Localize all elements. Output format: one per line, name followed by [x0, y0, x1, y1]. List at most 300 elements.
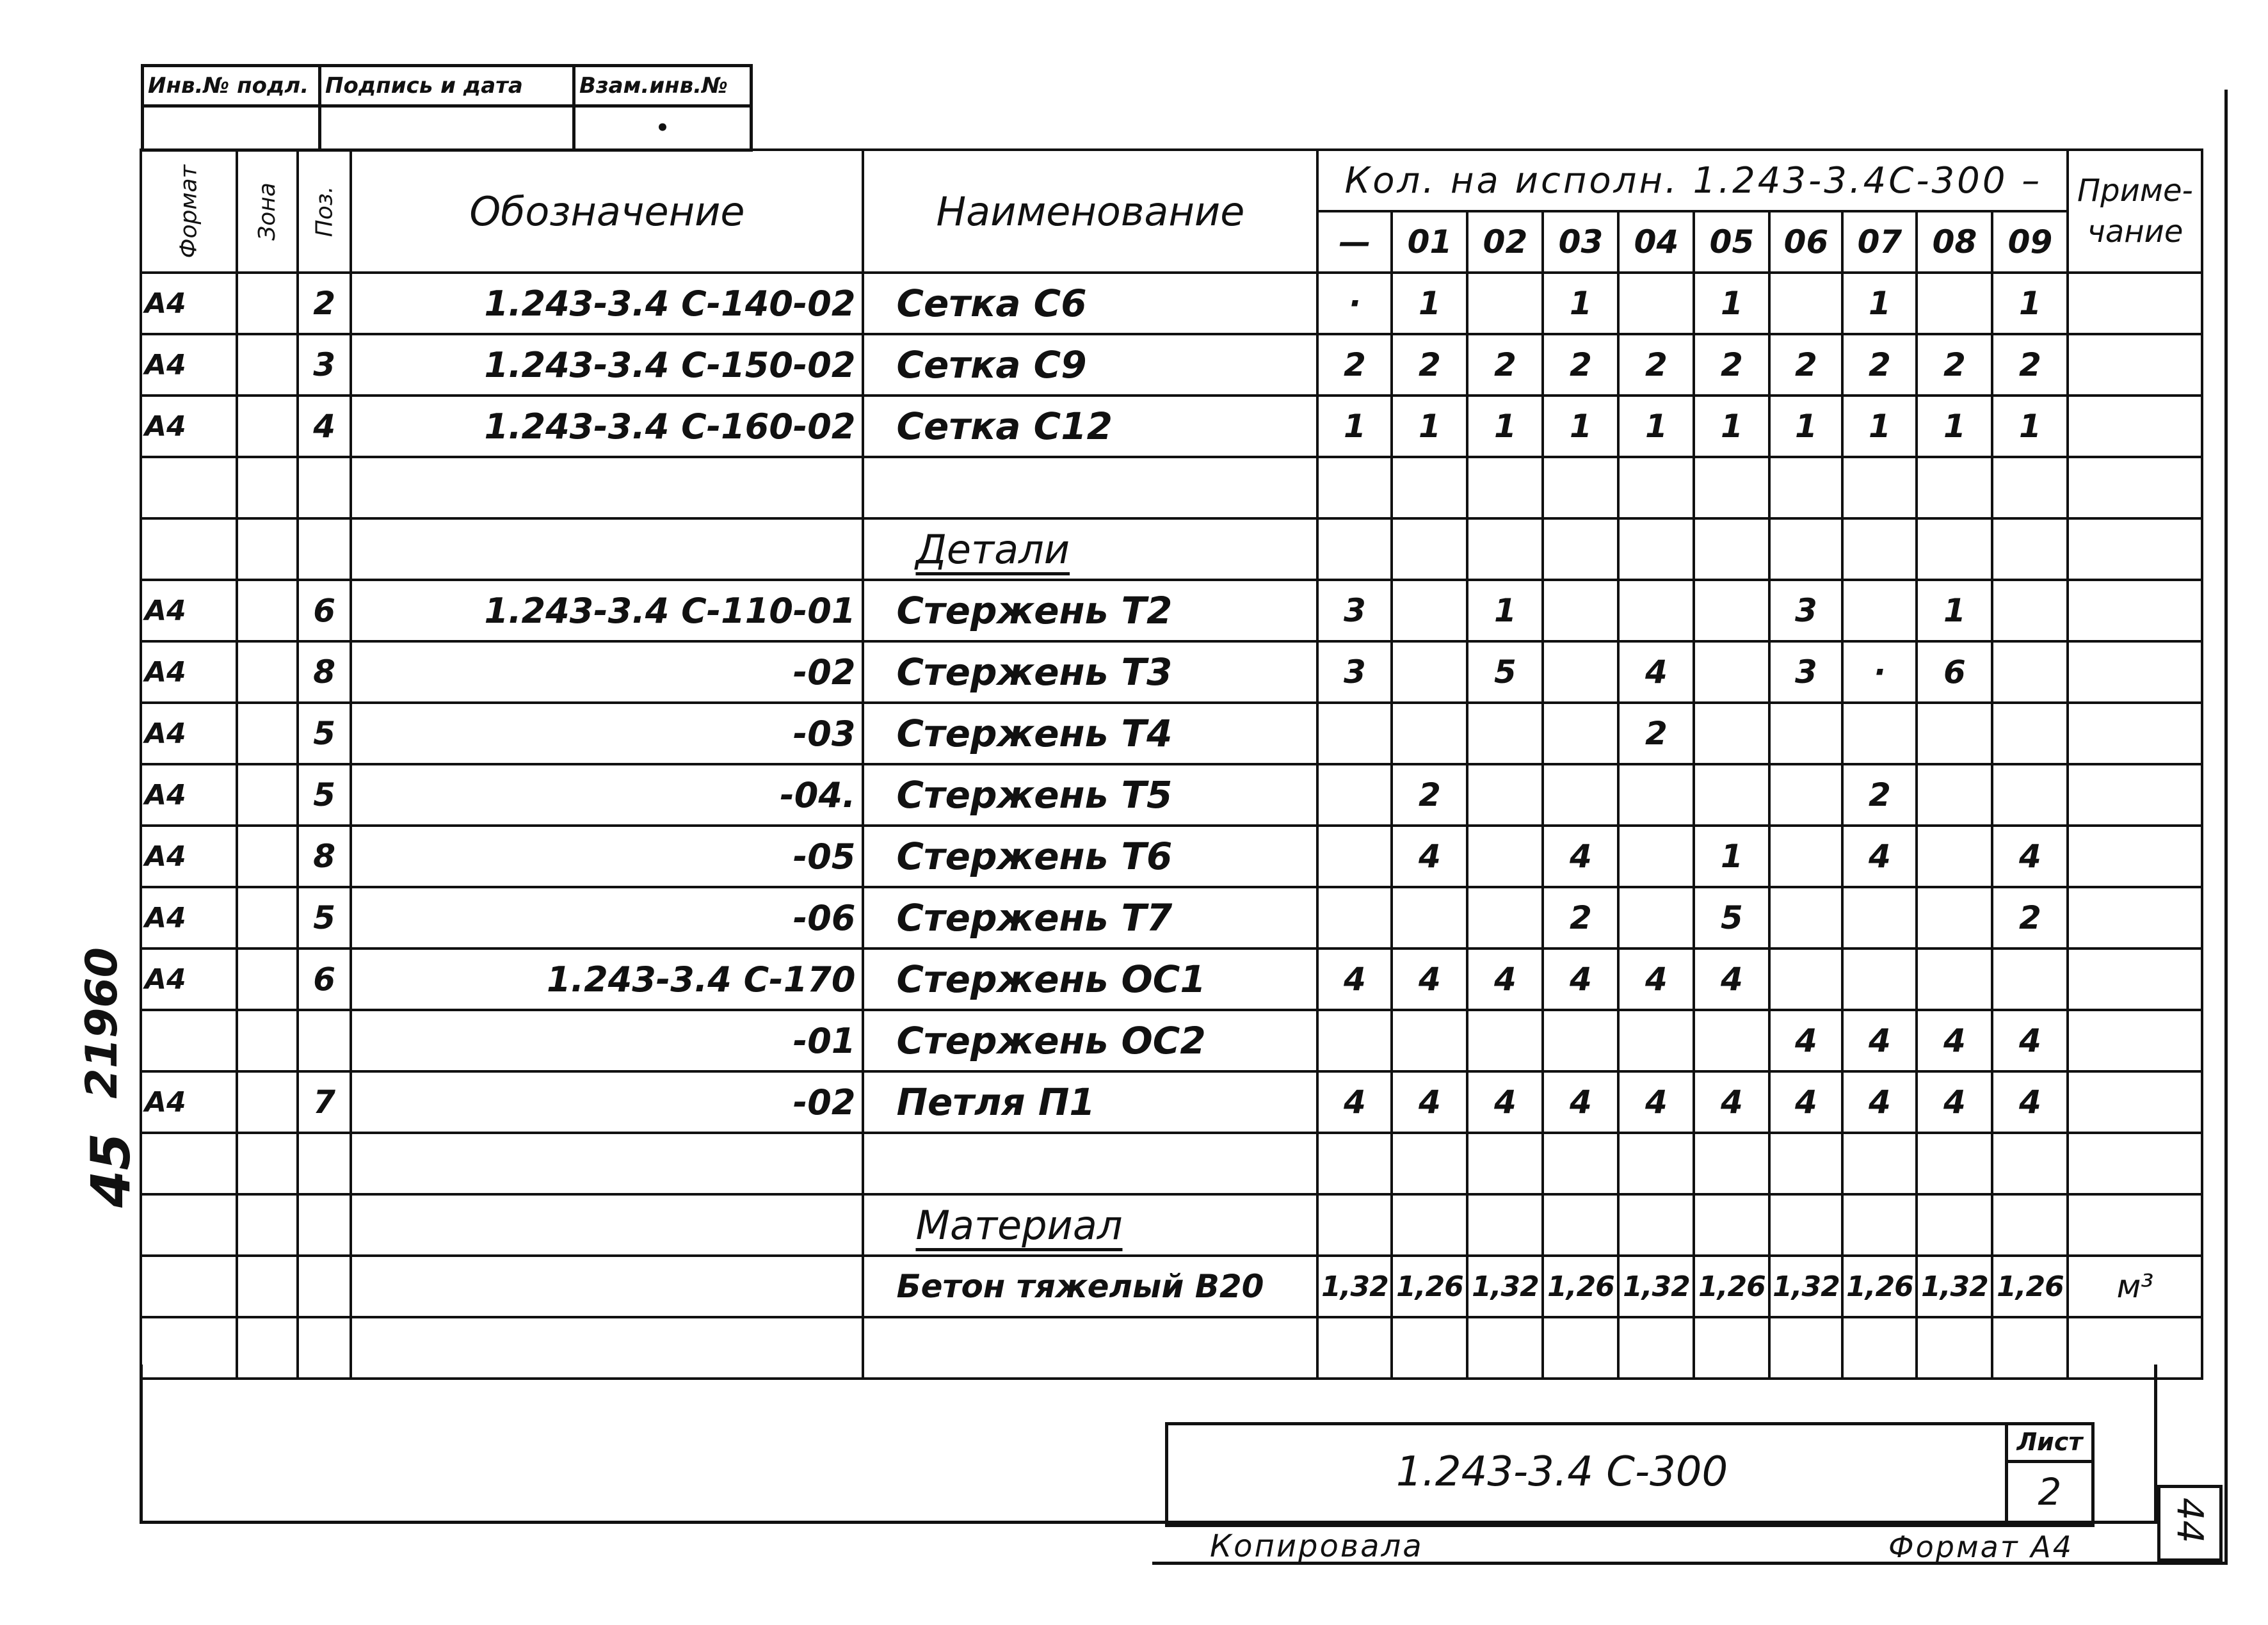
cell-qty-0: 4: [1317, 1071, 1392, 1133]
cell-qty-9: 4: [1992, 1071, 2068, 1133]
cell-qty-4: [1618, 518, 1694, 580]
stamp-sign-header: Подпись и дата: [320, 66, 574, 106]
cell-qty-9: [1992, 949, 2068, 1010]
cell-qty-7: [1842, 1194, 1917, 1256]
specification-table: [140, 148, 2203, 1380]
cell-name: Стержень Т4: [863, 703, 1317, 764]
cell-qty-6: [1769, 764, 1842, 826]
cell-qty-1: [1392, 1133, 1467, 1194]
cell-qty-7: 1: [1842, 396, 1917, 457]
cell-designation: -03: [351, 703, 863, 764]
side-page-box: [2157, 1485, 2223, 1562]
cell-qty-1: [1392, 703, 1467, 764]
format-label: Формат А4: [1888, 1530, 2073, 1564]
cell-note: [2068, 396, 2202, 457]
cell-qty-2: 1,32: [1467, 1256, 1543, 1317]
cell-qty-7: 1,26: [1842, 1256, 1917, 1317]
cell-note: [2068, 457, 2202, 518]
cell-qty-9: 2: [1992, 887, 2068, 949]
stamp-inv-header: Инв.№ подл.: [143, 66, 320, 106]
cell-qty-8: 6: [1917, 641, 1992, 703]
cell-qty-8: 1,32: [1917, 1256, 1992, 1317]
cell-zone: [237, 580, 298, 641]
table-row: [141, 703, 2202, 764]
cell-qty-9: [1992, 764, 2068, 826]
cell-qty-0: 1: [1317, 396, 1392, 457]
cell-note: [2068, 1133, 2202, 1194]
cell-qty-5: 1,26: [1694, 1256, 1769, 1317]
cell-qty-1: 1: [1392, 396, 1467, 457]
stamp-replace-value: •: [574, 106, 752, 150]
cell-zone: [237, 518, 298, 580]
cell-qty-2: [1467, 887, 1543, 949]
cell-qty-9: [1992, 1133, 2068, 1194]
header-variant-1: 01: [1392, 211, 1467, 273]
cell-designation: 1.243-3.4 С-170: [351, 949, 863, 1010]
cell-qty-8: [1917, 457, 1992, 518]
cell-format: А4: [141, 764, 237, 826]
header-zone: Зона: [237, 150, 298, 273]
cell-note: [2068, 518, 2202, 580]
cell-qty-9: [1992, 641, 2068, 703]
cell-pos: 5: [298, 764, 351, 826]
cell-pos: [298, 1256, 351, 1317]
cell-qty-8: 2: [1917, 334, 1992, 396]
cell-qty-6: [1769, 887, 1842, 949]
cell-qty-9: 4: [1992, 826, 2068, 887]
cell-qty-4: [1618, 764, 1694, 826]
cell-qty-1: 2: [1392, 764, 1467, 826]
table-row: [141, 457, 2202, 518]
inventory-number: 21960: [77, 947, 127, 1099]
cell-qty-2: [1467, 457, 1543, 518]
cell-designation: [351, 518, 863, 580]
cell-designation: -05: [351, 826, 863, 887]
stamp-inv-value: [143, 106, 320, 150]
cell-qty-8: [1917, 826, 1992, 887]
cell-format: А4: [141, 273, 237, 334]
cell-qty-2: [1467, 1133, 1543, 1194]
cell-qty-3: [1543, 703, 1618, 764]
header-variant-6: 06: [1769, 211, 1842, 273]
left-margin: [70, 947, 141, 1216]
cell-pos: 2: [298, 273, 351, 334]
cell-qty-5: 1: [1694, 273, 1769, 334]
header-variant-8: 08: [1917, 211, 1992, 273]
cell-qty-7: [1842, 949, 1917, 1010]
cell-designation: 1.243-3.4 С-160-02: [351, 396, 863, 457]
cell-name: Бетон тяжелый В20: [863, 1256, 1317, 1317]
cell-format: [141, 1010, 237, 1071]
header-variant-5: 05: [1694, 211, 1769, 273]
cell-designation: [351, 457, 863, 518]
cell-qty-1: [1392, 887, 1467, 949]
cell-qty-6: [1769, 703, 1842, 764]
cell-qty-0: [1317, 826, 1392, 887]
cell-pos: [298, 457, 351, 518]
cell-format: А4: [141, 887, 237, 949]
stamp-sign-value: [320, 106, 574, 150]
cell-qty-1: [1392, 1010, 1467, 1071]
cell-qty-0: [1317, 764, 1392, 826]
cell-format: А4: [141, 334, 237, 396]
cell-qty-3: 1: [1543, 396, 1618, 457]
cell-qty-5: [1694, 1133, 1769, 1194]
cell-qty-4: 4: [1618, 949, 1694, 1010]
cell-zone: [237, 396, 298, 457]
cell-qty-9: 1,26: [1992, 1256, 2068, 1317]
cell-qty-6: 4: [1769, 1071, 1842, 1133]
cell-zone: [237, 1194, 298, 1256]
cell-qty-2: [1467, 764, 1543, 826]
table-row: [141, 887, 2202, 949]
margin-page-number: 45: [79, 1133, 142, 1208]
cell-qty-7: [1842, 457, 1917, 518]
cell-qty-5: 4: [1694, 949, 1769, 1010]
cell-pos: 6: [298, 580, 351, 641]
cell-qty-8: [1917, 949, 1992, 1010]
cell-format: А4: [141, 396, 237, 457]
header-designation: Обозначение: [351, 150, 863, 273]
cell-qty-1: 1,26: [1392, 1256, 1467, 1317]
cell-qty-3: 1,26: [1543, 1256, 1618, 1317]
cell-designation: -06: [351, 887, 863, 949]
cell-note: [2068, 1071, 2202, 1133]
cell-designation: [351, 1194, 863, 1256]
cell-qty-2: [1467, 1194, 1543, 1256]
cell-pos: [298, 518, 351, 580]
cell-qty-6: 3: [1769, 580, 1842, 641]
cell-pos: [298, 1010, 351, 1071]
cell-qty-6: [1769, 949, 1842, 1010]
cell-qty-2: 5: [1467, 641, 1543, 703]
bottom-rule: [1152, 1562, 2228, 1565]
cell-qty-8: 1: [1917, 396, 1992, 457]
cell-qty-6: [1769, 1194, 1842, 1256]
cell-qty-5: [1694, 457, 1769, 518]
cell-qty-9: 4: [1992, 1010, 2068, 1071]
cell-designation: -01: [351, 1010, 863, 1071]
cell-qty-6: 1,32: [1769, 1256, 1842, 1317]
cell-note: [2068, 580, 2202, 641]
cell-zone: [237, 887, 298, 949]
cell-pos: 8: [298, 826, 351, 887]
sheet-number: 2: [2038, 1470, 2062, 1514]
cell-qty-1: [1392, 518, 1467, 580]
table-row: [141, 949, 2202, 1010]
cell-qty-5: [1694, 518, 1769, 580]
cell-qty-3: [1543, 457, 1618, 518]
cell-pos: [298, 1133, 351, 1194]
cell-qty-5: [1694, 764, 1769, 826]
cell-qty-7: 1: [1842, 273, 1917, 334]
cell-qty-2: [1467, 826, 1543, 887]
cell-zone: [237, 1010, 298, 1071]
cell-qty-3: 2: [1543, 334, 1618, 396]
cell-qty-0: 1,32: [1317, 1256, 1392, 1317]
cell-qty-0: [1317, 703, 1392, 764]
cell-note: [2068, 1010, 2202, 1071]
cell-name: Материал: [863, 1194, 1317, 1256]
cell-qty-0: [1317, 1194, 1392, 1256]
cell-qty-6: 1: [1769, 396, 1842, 457]
cell-note: [2068, 273, 2202, 334]
cell-qty-4: 4: [1618, 641, 1694, 703]
cell-qty-7: 4: [1842, 826, 1917, 887]
cell-name: [863, 457, 1317, 518]
cell-qty-3: 4: [1543, 949, 1618, 1010]
table-row: [141, 641, 2202, 703]
cell-designation: 1.243-3.4 С-150-02: [351, 334, 863, 396]
cell-qty-3: [1543, 764, 1618, 826]
cell-qty-6: [1769, 826, 1842, 887]
cell-qty-3: [1543, 1133, 1618, 1194]
header-qty-title: Кол. на исполн. 1.243-3.4С-300 –: [1317, 150, 2068, 211]
cell-format: [141, 1133, 237, 1194]
cell-name: Стержень ОС1: [863, 949, 1317, 1010]
cell-qty-9: 2: [1992, 334, 2068, 396]
cell-zone: [237, 1071, 298, 1133]
cell-qty-6: [1769, 518, 1842, 580]
header-variant-4: 04: [1618, 211, 1694, 273]
cell-note: [2068, 826, 2202, 887]
table-row: [141, 1133, 2202, 1194]
cell-qty-7: [1842, 1133, 1917, 1194]
cell-qty-4: 2: [1618, 703, 1694, 764]
cell-format: [141, 1256, 237, 1317]
cell-qty-4: [1618, 457, 1694, 518]
cell-name: Стержень Т6: [863, 826, 1317, 887]
cell-qty-5: [1694, 1194, 1769, 1256]
cell-qty-1: [1392, 641, 1467, 703]
header-variant-0: —: [1317, 211, 1392, 273]
cell-designation: [351, 1133, 863, 1194]
cell-qty-2: 4: [1467, 1071, 1543, 1133]
cell-qty-1: 4: [1392, 949, 1467, 1010]
header-name: Наименование: [863, 150, 1317, 273]
cell-qty-4: [1618, 1010, 1694, 1071]
header-format: Формат: [141, 150, 237, 273]
cell-qty-3: 2: [1543, 887, 1618, 949]
header-variant-9: 09: [1992, 211, 2068, 273]
cell-pos: 6: [298, 949, 351, 1010]
cell-note: [2068, 887, 2202, 949]
cell-format: А4: [141, 1071, 237, 1133]
cell-format: А4: [141, 641, 237, 703]
cell-qty-2: 4: [1467, 949, 1543, 1010]
cell-qty-7: [1842, 703, 1917, 764]
stamp-replace-header: Взам.инв.№: [574, 66, 752, 106]
cell-qty-8: 4: [1917, 1071, 1992, 1133]
cell-qty-3: 4: [1543, 826, 1618, 887]
cell-qty-7: 4: [1842, 1010, 1917, 1071]
cell-qty-9: [1992, 518, 2068, 580]
cell-qty-0: ·: [1317, 273, 1392, 334]
cell-qty-9: [1992, 1194, 2068, 1256]
cell-qty-7: 4: [1842, 1071, 1917, 1133]
cell-qty-5: 1: [1694, 826, 1769, 887]
cell-qty-7: 2: [1842, 764, 1917, 826]
cell-qty-5: 1: [1694, 396, 1769, 457]
cell-qty-6: [1769, 1133, 1842, 1194]
cell-qty-9: 1: [1992, 396, 2068, 457]
copied-by-label: Копировала: [1210, 1528, 1424, 1564]
table-row: [141, 826, 2202, 887]
cell-format: А4: [141, 703, 237, 764]
cell-format: [141, 1194, 237, 1256]
cell-note: [2068, 703, 2202, 764]
cell-qty-4: [1618, 580, 1694, 641]
cell-qty-3: 4: [1543, 1071, 1618, 1133]
cell-qty-8: [1917, 1194, 1992, 1256]
header-pos: Поз.: [298, 150, 351, 273]
cell-pos: 7: [298, 1071, 351, 1133]
cell-designation: -02: [351, 1071, 863, 1133]
cell-qty-3: [1543, 1194, 1618, 1256]
cell-pos: [298, 1194, 351, 1256]
cell-qty-6: 4: [1769, 1010, 1842, 1071]
document-code: 1.243-3.4 С-300: [1395, 1448, 1728, 1496]
cell-qty-2: 1: [1467, 580, 1543, 641]
cell-designation: -02: [351, 641, 863, 703]
cell-name: Сетка С6: [863, 273, 1317, 334]
cell-format: А4: [141, 580, 237, 641]
cell-qty-3: [1543, 1010, 1618, 1071]
side-page-number: 44: [2169, 1497, 2211, 1544]
cell-name: [863, 1133, 1317, 1194]
cell-qty-4: 1: [1618, 396, 1694, 457]
cell-qty-2: 1: [1467, 396, 1543, 457]
cell-qty-8: [1917, 518, 1992, 580]
cell-format: [141, 518, 237, 580]
cell-format: А4: [141, 826, 237, 887]
cell-name: Стержень Т7: [863, 887, 1317, 949]
cell-pos: 8: [298, 641, 351, 703]
cell-name: Стержень Т2: [863, 580, 1317, 641]
cell-zone: [237, 457, 298, 518]
cell-qty-4: [1618, 273, 1694, 334]
cell-qty-5: [1694, 580, 1769, 641]
cell-pos: 4: [298, 396, 351, 457]
cell-qty-4: 4: [1618, 1071, 1694, 1133]
cell-qty-6: [1769, 273, 1842, 334]
cell-qty-0: [1317, 887, 1392, 949]
cell-zone: [237, 1256, 298, 1317]
cell-pos: 3: [298, 334, 351, 396]
cell-qty-2: [1467, 1010, 1543, 1071]
cell-designation: 1.243-3.4 С-140-02: [351, 273, 863, 334]
cell-qty-8: 4: [1917, 1010, 1992, 1071]
cell-qty-0: [1317, 1010, 1392, 1071]
cell-qty-6: 3: [1769, 641, 1842, 703]
cell-qty-0: [1317, 1133, 1392, 1194]
cell-note: [2068, 641, 2202, 703]
cell-qty-8: [1917, 764, 1992, 826]
cell-zone: [237, 334, 298, 396]
cell-zone: [237, 273, 298, 334]
cell-qty-1: 4: [1392, 1071, 1467, 1133]
header-variant-7: 07: [1842, 211, 1917, 273]
table-row: [141, 1194, 2202, 1256]
approval-stamp: [141, 64, 753, 152]
cell-name: Детали: [863, 518, 1317, 580]
cell-qty-8: [1917, 273, 1992, 334]
cell-qty-4: 1,32: [1618, 1256, 1694, 1317]
cell-qty-0: [1317, 457, 1392, 518]
table-row: [141, 764, 2202, 826]
sheet-box: [2005, 1425, 2091, 1524]
cell-qty-4: [1618, 1194, 1694, 1256]
table-row: [141, 580, 2202, 641]
cell-qty-1: 2: [1392, 334, 1467, 396]
cell-zone: [237, 703, 298, 764]
cell-qty-2: [1467, 273, 1543, 334]
cell-zone: [237, 949, 298, 1010]
cell-qty-7: [1842, 887, 1917, 949]
cell-designation: 1.243-3.4 С-110-01: [351, 580, 863, 641]
cell-qty-9: [1992, 457, 2068, 518]
cell-name: Стержень ОС2: [863, 1010, 1317, 1071]
cell-qty-8: [1917, 887, 1992, 949]
cell-qty-3: [1543, 580, 1618, 641]
cell-zone: [237, 641, 298, 703]
table-row: [141, 396, 2202, 457]
cell-qty-2: 2: [1467, 334, 1543, 396]
cell-qty-5: 2: [1694, 334, 1769, 396]
cell-note: [2068, 949, 2202, 1010]
cell-qty-9: [1992, 703, 2068, 764]
title-block: [1165, 1422, 2095, 1527]
cell-qty-7: [1842, 518, 1917, 580]
cell-qty-4: 2: [1618, 334, 1694, 396]
sheet-label: Лист: [2008, 1428, 2091, 1463]
cell-note: м³: [2068, 1256, 2202, 1317]
cell-qty-5: [1694, 703, 1769, 764]
header-note: Приме- чание: [2068, 150, 2202, 273]
cell-zone: [237, 764, 298, 826]
cell-qty-5: [1694, 1010, 1769, 1071]
cell-qty-3: 1: [1543, 273, 1618, 334]
cell-note: [2068, 1194, 2202, 1256]
cell-qty-1: 4: [1392, 826, 1467, 887]
cell-format: А4: [141, 949, 237, 1010]
right-edge-line: [2224, 90, 2228, 1562]
cell-qty-7: [1842, 580, 1917, 641]
cell-qty-4: [1618, 1133, 1694, 1194]
cell-qty-0: 2: [1317, 334, 1392, 396]
table-row: [141, 1071, 2202, 1133]
cell-qty-7: 2: [1842, 334, 1917, 396]
cell-qty-9: 1: [1992, 273, 2068, 334]
header-variant-2: 02: [1467, 211, 1543, 273]
cell-qty-6: 2: [1769, 334, 1842, 396]
cell-qty-3: [1543, 641, 1618, 703]
table-row: [141, 518, 2202, 580]
cell-qty-0: [1317, 518, 1392, 580]
cell-qty-2: [1467, 518, 1543, 580]
header-variant-3: 03: [1543, 211, 1618, 273]
cell-note: [2068, 764, 2202, 826]
cell-qty-3: [1543, 518, 1618, 580]
cell-qty-8: [1917, 1133, 1992, 1194]
cell-name: Стержень Т3: [863, 641, 1317, 703]
cell-qty-7: ·: [1842, 641, 1917, 703]
cell-qty-0: 3: [1317, 641, 1392, 703]
table-row: [141, 334, 2202, 396]
cell-designation: [351, 1256, 863, 1317]
cell-qty-0: 4: [1317, 949, 1392, 1010]
cell-qty-1: 1: [1392, 273, 1467, 334]
